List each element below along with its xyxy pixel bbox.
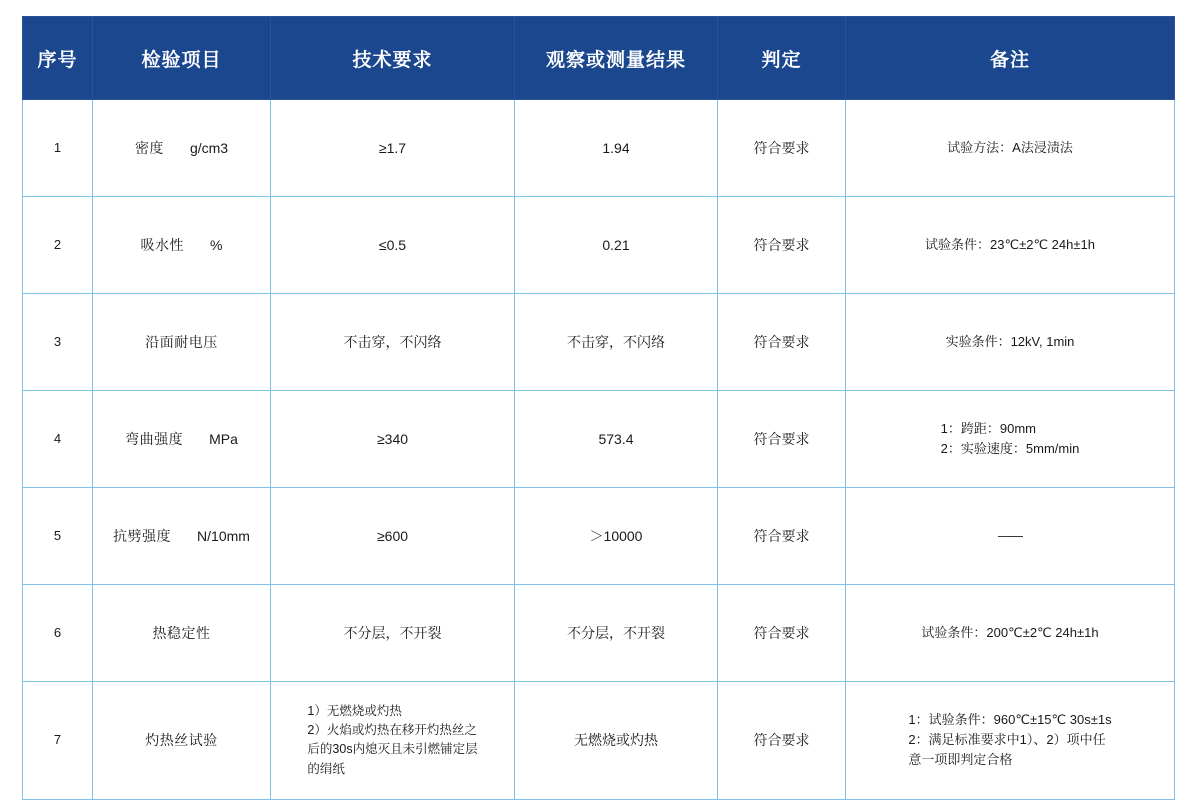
cell-index: 7 [23,682,93,800]
note-line-1: 1：试验条件：960℃±15℃ 30s±1s [908,711,1112,727]
cell-result: 不击穿，不闪络 [515,294,718,391]
table-row [23,391,1175,488]
cell-requirement: ≤0.5 [271,197,515,294]
column-header-item: 检验项目 [93,17,271,100]
cell-judgement: 符合要求 [718,294,846,391]
table-row [23,585,1175,682]
item-unit: % [210,236,223,253]
cell-judgement: 符合要求 [718,100,846,197]
cell-note [846,682,1175,800]
cell-index: 5 [23,488,93,585]
requirement-line-3: 后的30s内熄灭且未引燃铺定层 [307,742,478,757]
item-name: 沿面耐电压 [145,333,218,350]
requirement-lines [307,702,477,780]
cell-note: 实验条件：12kV, 1min [846,294,1175,391]
cell-item [93,100,271,197]
cell-note: —— [846,488,1175,585]
cell-index: 1 [23,100,93,197]
table-body [23,100,1175,800]
note-lines [941,419,1080,459]
cell-note: 试验条件：23℃±2℃ 24h±1h [846,197,1175,294]
item-unit: N/10mm [197,527,250,544]
cell-note [846,391,1175,488]
cell-requirement [271,682,515,800]
cell-result: 573.4 [515,391,718,488]
table-row [23,488,1175,585]
cell-requirement: ≥340 [271,391,515,488]
cell-requirement: 不击穿，不闪络 [271,294,515,391]
column-header-requirement: 技术要求 [271,17,515,100]
inspection-results-table [22,16,1175,800]
note-line-2: 2：满足标准要求中1）、2）项中任 [908,732,1106,748]
table-row [23,294,1175,391]
cell-index: 3 [23,294,93,391]
cell-index: 6 [23,585,93,682]
table-header [23,17,1175,100]
cell-item [93,585,271,682]
requirement-line-1: 1）无燃烧或灼热 [307,703,402,718]
table-row [23,197,1175,294]
column-header-result: 观察或测量结果 [515,17,718,100]
cell-judgement: 符合要求 [718,488,846,585]
cell-requirement: ≥600 [271,488,515,585]
cell-note: 试验方法：A法浸渍法 [846,100,1175,197]
item-name: 弯曲强度 [125,430,184,447]
cell-result: 无燃烧或灼热 [515,682,718,800]
cell-result: 0.21 [515,197,718,294]
cell-note: 试验条件：200℃±2℃ 24h±1h [846,585,1175,682]
item-name: 灼热丝试验 [145,732,218,749]
column-header-judgement: 判定 [718,17,846,100]
column-header-note: 备注 [846,17,1175,100]
cell-judgement: 符合要求 [718,585,846,682]
cell-result: ＞10000 [515,488,718,585]
item-name: 抗劈强度 [113,527,172,544]
cell-item [93,488,271,585]
cell-judgement: 符合要求 [718,391,846,488]
cell-index: 2 [23,197,93,294]
item-name: 热稳定性 [152,624,211,641]
cell-judgement: 符合要求 [718,682,846,800]
table-row [23,100,1175,197]
note-line-2: 2：实验速度：5mm/min [940,440,1080,456]
item-name: 吸水性 [140,236,185,253]
cell-requirement: 不分层，不开裂 [271,585,515,682]
cell-result: 1.94 [515,100,718,197]
table-row [23,682,1175,800]
cell-item [93,294,271,391]
item-name: 密度 [134,139,164,156]
note-line-1: 1：跨距：90mm [940,420,1037,436]
requirement-line-4: 的绢纸 [307,761,345,776]
cell-item [93,197,271,294]
item-unit: g/cm3 [189,139,229,156]
cell-item [93,682,271,800]
cell-result: 不分层，不开裂 [515,585,718,682]
note-lines [908,710,1111,770]
item-unit: MPa [209,430,238,447]
cell-item [93,391,271,488]
requirement-line-2: 2）火焰或灼热在移开灼热丝之 [307,723,477,738]
cell-index: 4 [23,391,93,488]
note-line-3: 意一项即判定合格 [908,752,1013,768]
cell-judgement: 符合要求 [718,197,846,294]
table-header-row [23,17,1175,100]
column-header-index: 序号 [23,17,93,100]
cell-requirement: ≥1.7 [271,100,515,197]
